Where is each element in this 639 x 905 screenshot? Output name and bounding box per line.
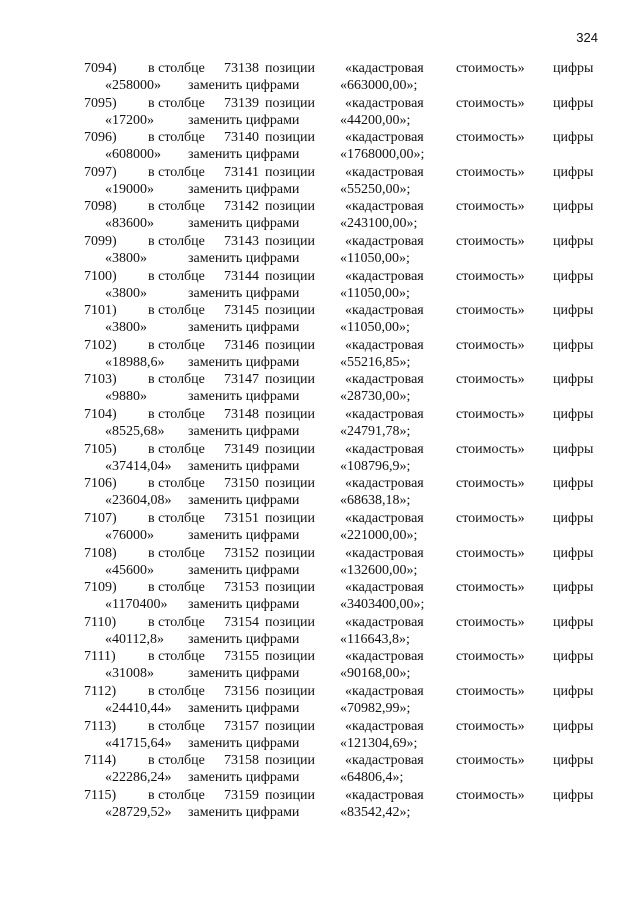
cadastral-label: «кадастровая	[345, 303, 424, 319]
cadastral-label: «кадастровая	[345, 545, 424, 561]
in-column-label: в столбце	[148, 130, 205, 146]
old-value: «258000»	[105, 78, 161, 93]
replace-with-digits-label: заменить цифрами	[188, 804, 300, 820]
cost-label: стоимость»	[456, 545, 525, 561]
column-code: 73144	[224, 268, 259, 284]
old-value: «8525,68»	[105, 424, 165, 440]
column-code: 73158	[224, 753, 259, 769]
digits-label: цифры	[553, 476, 594, 492]
new-value: «11050,00»;	[340, 251, 410, 267]
entry-number: 7101)	[84, 303, 117, 319]
old-value: «45600»	[105, 562, 154, 578]
position-label: позиции	[265, 718, 315, 734]
amendment-entry	[0, 61, 639, 96]
replace-with-digits-label: заменить цифрами	[188, 216, 300, 232]
amendment-entry	[0, 546, 639, 581]
column-code: 73139	[224, 95, 259, 111]
amendment-entry	[0, 96, 639, 131]
new-value: «132600,00»;	[340, 562, 418, 578]
cost-label: стоимость»	[456, 580, 525, 596]
cadastral-label: «кадастровая	[345, 649, 424, 665]
column-code: 73155	[224, 649, 259, 665]
column-code: 73156	[224, 683, 259, 699]
old-value: «19000»	[105, 181, 154, 197]
amendment-entry	[0, 338, 639, 373]
amendment-entry	[0, 234, 639, 269]
column-code: 73149	[224, 441, 259, 457]
in-column-label: в столбце	[148, 787, 205, 803]
column-code: 73140	[224, 130, 259, 146]
cost-label: стоимость»	[456, 164, 525, 180]
replace-with-digits-label: заменить цифрами	[188, 285, 300, 301]
amendment-entry	[0, 476, 639, 511]
new-value: «90168,00»;	[340, 666, 411, 682]
digits-label: цифры	[553, 580, 594, 596]
cost-label: стоимость»	[456, 61, 525, 76]
amendment-entry	[0, 788, 639, 823]
entry-number: 7114)	[84, 753, 117, 769]
position-label: позиции	[265, 337, 315, 353]
replace-with-digits-label: заменить цифрами	[188, 631, 300, 647]
column-code: 73159	[224, 787, 259, 803]
cost-label: стоимость»	[456, 303, 525, 319]
entry-number: 7112)	[84, 683, 117, 699]
column-code: 73147	[224, 372, 259, 388]
position-label: позиции	[265, 649, 315, 665]
position-label: позиции	[265, 234, 315, 250]
cadastral-label: «кадастровая	[345, 753, 424, 769]
digits-label: цифры	[553, 303, 594, 319]
cost-label: стоимость»	[456, 372, 525, 388]
digits-label: цифры	[553, 718, 594, 734]
digits-label: цифры	[553, 649, 594, 665]
old-value: «1170400»	[105, 597, 168, 613]
new-value: «108796,9»;	[340, 458, 411, 474]
entry-number: 7100)	[84, 268, 117, 284]
position-label: позиции	[265, 95, 315, 111]
replace-with-digits-label: заменить цифрами	[188, 700, 300, 716]
replace-with-digits-label: заменить цифрами	[188, 389, 300, 405]
cadastral-label: «кадастровая	[345, 268, 424, 284]
replace-with-digits-label: заменить цифрами	[188, 493, 300, 509]
cost-label: стоимость»	[456, 753, 525, 769]
amendment-entry	[0, 684, 639, 719]
digits-label: цифры	[553, 441, 594, 457]
position-label: позиции	[265, 164, 315, 180]
digits-label: цифры	[553, 372, 594, 388]
new-value: «83542,42»;	[340, 804, 411, 820]
position-label: позиции	[265, 441, 315, 457]
digits-label: цифры	[553, 268, 594, 284]
old-value: «76000»	[105, 527, 154, 543]
amendment-entry	[0, 615, 639, 650]
old-value: «24410,44»	[105, 700, 172, 716]
old-value: «23604,08»	[105, 493, 172, 509]
new-value: «55250,00»;	[340, 181, 411, 197]
position-label: позиции	[265, 753, 315, 769]
amendment-entry	[0, 165, 639, 200]
new-value: «3403400,00»;	[340, 597, 425, 613]
position-label: позиции	[265, 61, 315, 76]
column-code: 73154	[224, 614, 259, 630]
replace-with-digits-label: заменить цифрами	[188, 597, 300, 613]
digits-label: цифры	[553, 510, 594, 526]
replace-with-digits-label: заменить цифрами	[188, 735, 300, 751]
entry-number: 7108)	[84, 545, 117, 561]
entry-number: 7107)	[84, 510, 117, 526]
replace-with-digits-label: заменить цифрами	[188, 424, 300, 440]
digits-label: цифры	[553, 753, 594, 769]
replace-with-digits-label: заменить цифрами	[188, 251, 300, 267]
cadastral-label: «кадастровая	[345, 441, 424, 457]
amendment-entry	[0, 442, 639, 477]
new-value: «24791,78»;	[340, 424, 411, 440]
position-label: позиции	[265, 787, 315, 803]
in-column-label: в столбце	[148, 441, 205, 457]
replace-with-digits-label: заменить цифрами	[188, 112, 300, 128]
replace-with-digits-label: заменить цифрами	[188, 320, 300, 336]
cadastral-label: «кадастровая	[345, 372, 424, 388]
in-column-label: в столбце	[148, 545, 205, 561]
entry-number: 7102)	[84, 337, 117, 353]
position-label: позиции	[265, 476, 315, 492]
entry-number: 7109)	[84, 580, 117, 596]
in-column-label: в столбце	[148, 95, 205, 111]
cost-label: стоимость»	[456, 510, 525, 526]
position-label: позиции	[265, 510, 315, 526]
replace-with-digits-label: заменить цифрами	[188, 78, 300, 93]
entry-number: 7104)	[84, 407, 117, 423]
position-label: позиции	[265, 580, 315, 596]
amendment-entry	[0, 407, 639, 442]
digits-label: цифры	[553, 614, 594, 630]
position-label: позиции	[265, 614, 315, 630]
old-value: «22286,24»	[105, 770, 172, 786]
new-value: «11050,00»;	[340, 320, 410, 336]
replace-with-digits-label: заменить цифрами	[188, 458, 300, 474]
entry-number: 7096)	[84, 130, 117, 146]
cost-label: стоимость»	[456, 95, 525, 111]
column-code: 73141	[224, 164, 259, 180]
digits-label: цифры	[553, 683, 594, 699]
cadastral-label: «кадастровая	[345, 199, 424, 215]
cost-label: стоимость»	[456, 441, 525, 457]
digits-label: цифры	[553, 787, 594, 803]
old-value: «28729,52»	[105, 804, 172, 820]
column-code: 73151	[224, 510, 259, 526]
cost-label: стоимость»	[456, 683, 525, 699]
new-value: «64806,4»;	[340, 770, 404, 786]
replace-with-digits-label: заменить цифрами	[188, 181, 300, 197]
digits-label: цифры	[553, 234, 594, 250]
in-column-label: в столбце	[148, 510, 205, 526]
amendment-entry	[0, 649, 639, 684]
cadastral-label: «кадастровая	[345, 476, 424, 492]
in-column-label: в столбце	[148, 199, 205, 215]
column-code: 73152	[224, 545, 259, 561]
entry-number: 7103)	[84, 372, 117, 388]
cadastral-label: «кадастровая	[345, 164, 424, 180]
column-code: 73157	[224, 718, 259, 734]
old-value: «3800»	[105, 285, 147, 301]
column-code: 73142	[224, 199, 259, 215]
old-value: «17200»	[105, 112, 154, 128]
cadastral-label: «кадастровая	[345, 787, 424, 803]
digits-label: цифры	[553, 545, 594, 561]
column-code: 73143	[224, 234, 259, 250]
column-code: 73138	[224, 61, 259, 76]
new-value: «243100,00»;	[340, 216, 418, 232]
in-column-label: в столбце	[148, 268, 205, 284]
cost-label: стоимость»	[456, 614, 525, 630]
amendment-entry	[0, 269, 639, 304]
cadastral-label: «кадастровая	[345, 130, 424, 146]
replace-with-digits-label: заменить цифрами	[188, 354, 300, 370]
position-label: позиции	[265, 199, 315, 215]
position-label: позиции	[265, 130, 315, 146]
in-column-label: в столбце	[148, 407, 205, 423]
digits-label: цифры	[553, 95, 594, 111]
cost-label: стоимость»	[456, 199, 525, 215]
old-value: «40112,8»	[105, 631, 164, 647]
in-column-label: в столбце	[148, 476, 205, 492]
position-label: позиции	[265, 268, 315, 284]
in-column-label: в столбце	[148, 614, 205, 630]
in-column-label: в столбце	[148, 649, 205, 665]
new-value: «44200,00»;	[340, 112, 411, 128]
in-column-label: в столбце	[148, 580, 205, 596]
old-value: «9880»	[105, 389, 147, 405]
page-number: 324	[576, 30, 598, 45]
amendment-entry	[0, 753, 639, 788]
new-value: «116643,8»;	[340, 631, 410, 647]
new-value: «55216,85»;	[340, 354, 411, 370]
entry-number: 7097)	[84, 164, 117, 180]
cadastral-label: «кадастровая	[345, 614, 424, 630]
position-label: позиции	[265, 303, 315, 319]
in-column-label: в столбце	[148, 234, 205, 250]
amendment-entry	[0, 580, 639, 615]
digits-label: цифры	[553, 407, 594, 423]
entry-number: 7111)	[84, 649, 116, 665]
entry-number: 7095)	[84, 95, 117, 111]
new-value: «121304,69»;	[340, 735, 418, 751]
new-value: «221000,00»;	[340, 527, 418, 543]
old-value: «608000»	[105, 147, 161, 163]
old-value: «41715,64»	[105, 735, 172, 751]
new-value: «663000,00»;	[340, 78, 418, 93]
amendment-entry	[0, 372, 639, 407]
amendment-entry	[0, 511, 639, 546]
column-code: 73150	[224, 476, 259, 492]
cost-label: стоимость»	[456, 407, 525, 423]
old-value: «18988,6»	[105, 354, 165, 370]
new-value: «11050,00»;	[340, 285, 410, 301]
in-column-label: в столбце	[148, 683, 205, 699]
cost-label: стоимость»	[456, 234, 525, 250]
digits-label: цифры	[553, 164, 594, 180]
in-column-label: в столбце	[148, 164, 205, 180]
digits-label: цифры	[553, 61, 594, 76]
cadastral-label: «кадастровая	[345, 683, 424, 699]
entry-number: 7106)	[84, 476, 117, 492]
position-label: позиции	[265, 407, 315, 423]
digits-label: цифры	[553, 199, 594, 215]
entry-number: 7113)	[84, 718, 117, 734]
column-code: 73145	[224, 303, 259, 319]
replace-with-digits-label: заменить цифрами	[188, 666, 300, 682]
entry-number: 7115)	[84, 787, 117, 803]
amendment-entry	[0, 130, 639, 165]
cadastral-label: «кадастровая	[345, 407, 424, 423]
entry-number: 7094)	[84, 61, 117, 76]
digits-label: цифры	[553, 130, 594, 146]
cadastral-label: «кадастровая	[345, 234, 424, 250]
cadastral-label: «кадастровая	[345, 510, 424, 526]
position-label: позиции	[265, 545, 315, 561]
old-value: «31008»	[105, 666, 154, 682]
in-column-label: в столбце	[148, 753, 205, 769]
entry-number: 7099)	[84, 234, 117, 250]
amendment-entry	[0, 719, 639, 754]
old-value: «37414,04»	[105, 458, 172, 474]
in-column-label: в столбце	[148, 303, 205, 319]
cost-label: стоимость»	[456, 476, 525, 492]
cost-label: стоимость»	[456, 130, 525, 146]
column-code: 73148	[224, 407, 259, 423]
amendment-entry	[0, 303, 639, 338]
cadastral-label: «кадастровая	[345, 718, 424, 734]
new-value: «70982,99»;	[340, 700, 411, 716]
entry-number: 7110)	[84, 614, 117, 630]
new-value: «28730,00»;	[340, 389, 411, 405]
in-column-label: в столбце	[148, 372, 205, 388]
amendment-entry	[0, 199, 639, 234]
in-column-label: в столбце	[148, 718, 205, 734]
cadastral-label: «кадастровая	[345, 61, 424, 76]
cost-label: стоимость»	[456, 337, 525, 353]
replace-with-digits-label: заменить цифрами	[188, 527, 300, 543]
entry-number: 7098)	[84, 199, 117, 215]
position-label: позиции	[265, 372, 315, 388]
digits-label: цифры	[553, 337, 594, 353]
amendment-list	[0, 61, 639, 822]
column-code: 73146	[224, 337, 259, 353]
cost-label: стоимость»	[456, 718, 525, 734]
position-label: позиции	[265, 683, 315, 699]
old-value: «3800»	[105, 320, 147, 336]
replace-with-digits-label: заменить цифрами	[188, 147, 300, 163]
entry-number: 7105)	[84, 441, 117, 457]
new-value: «68638,18»;	[340, 493, 411, 509]
replace-with-digits-label: заменить цифрами	[188, 770, 300, 786]
cost-label: стоимость»	[456, 268, 525, 284]
cost-label: стоимость»	[456, 649, 525, 665]
cadastral-label: «кадастровая	[345, 337, 424, 353]
column-code: 73153	[224, 580, 259, 596]
cadastral-label: «кадастровая	[345, 95, 424, 111]
in-column-label: в столбце	[148, 61, 205, 76]
cost-label: стоимость»	[456, 787, 525, 803]
replace-with-digits-label: заменить цифрами	[188, 562, 300, 578]
cadastral-label: «кадастровая	[345, 580, 424, 596]
in-column-label: в столбце	[148, 337, 205, 353]
old-value: «83600»	[105, 216, 154, 232]
new-value: «1768000,00»;	[340, 147, 425, 163]
old-value: «3800»	[105, 251, 147, 267]
